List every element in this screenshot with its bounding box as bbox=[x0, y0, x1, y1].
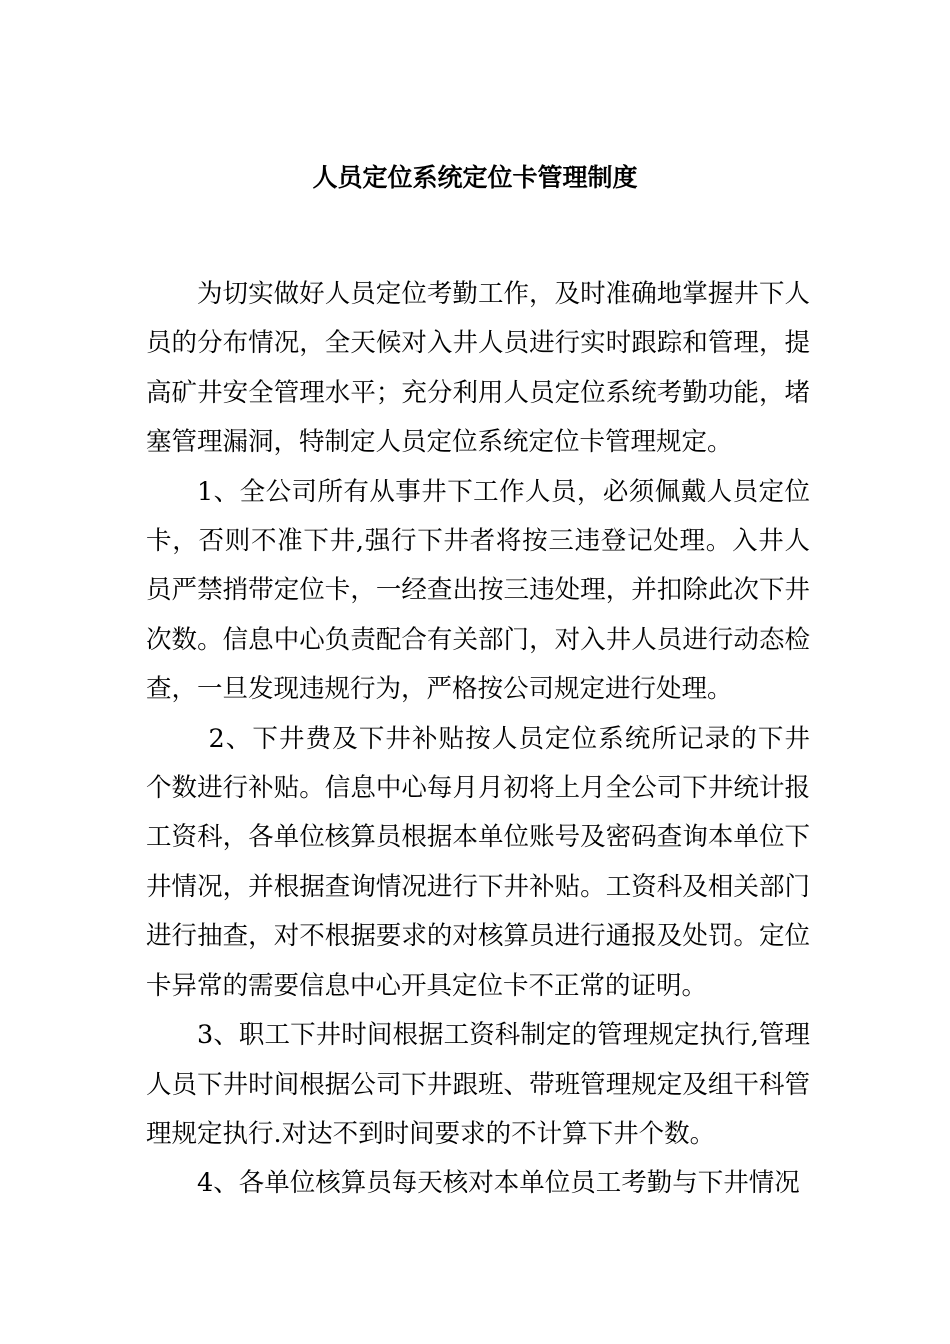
paragraph-item-2: 2、下井费及下井补贴按人员定位系统所记录的下井个数进行补贴。信息中心每月月初将上月全公司下井统计报工资科，各单位核算员根据本单位账号及密码查询本单位下井情况，并根据查询情况进行下井补贴。工资科及相关部门进行抽查，对不根据要求的对核算员进行通报及处罚。定位卡异常的需要信息中心开具定位卡不正常的证明。 bbox=[146, 723, 810, 1001]
paragraph-item-3: 3、职工下井时间根据工资科制定的管理规定执行,管理人员下井时间根据公司下井跟班、带班管理规定及组干科管理规定执行.对达不到时间要求的不计算下井个数。 bbox=[146, 1020, 810, 1149]
document-body bbox=[146, 270, 810, 1209]
paragraph-intro: 为切实做好人员定位考勤工作，及时准确地掌握井下人员的分布情况，全天候对入井人员进行实时跟踪和管理，提高矿井安全管理水平；充分利用人员定位系统考勤功能，堵塞管理漏洞，特制定人员定位系统定位卡管理规定。 bbox=[146, 279, 810, 458]
document-title: 人员定位系统定位卡管理制度 bbox=[312, 163, 638, 192]
paragraph-item-4: 4、各单位核算员每天核对本单位员工考勤与下井情况 bbox=[197, 1168, 800, 1199]
paragraph-item-1: 1、全公司所有从事井下工作人员，必须佩戴人员定位卡，否则不准下井,强行下井者将按三违登记处理。入井人员严禁捎带定位卡，一经查出按三违处理，并扣除此次下井次数。信息中心负责配合有关部门，对入井人员进行动态检查，一旦发现违规行为，严格按公司规定进行处理。 bbox=[146, 476, 810, 705]
